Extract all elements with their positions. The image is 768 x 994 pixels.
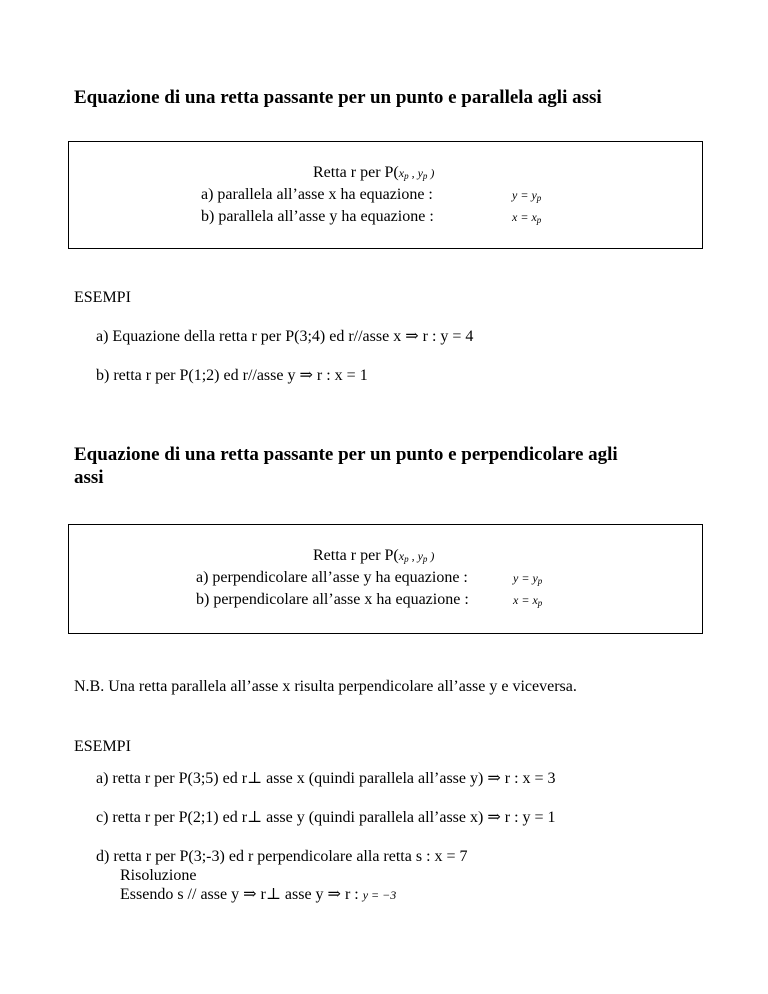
- separator: ,: [408, 166, 415, 180]
- formula-b: $x = x_p$: [513, 593, 543, 608]
- line-b-text: b) perpendicolare all’asse x ha equazione :: [196, 591, 469, 608]
- section2-title-line1: Equazione di una retta passante per un punto e perpendicolare agli: [74, 444, 618, 465]
- solution-text: Essendo s // asse y ⇒ r⊥ asse y ⇒ r :: [120, 886, 363, 903]
- example-2d: d) retta r per P(3;-3) ed r perpendicolare alla retta s : x = 7: [96, 848, 468, 865]
- solution-line: [120, 885, 396, 905]
- formula-box-parallel: [68, 141, 703, 249]
- example-2c: c) retta r per P(2;1) ed r⊥ asse y (quindi parallela all’asse x) ⇒ r : y = 1: [96, 809, 556, 826]
- solution-formula: y = −3: [362, 888, 397, 902]
- section2-title-line2: assi: [74, 467, 104, 488]
- box-line-b: [196, 590, 469, 610]
- example-2a: a) retta r per P(3;5) ed r⊥ asse x (quindi parallela all’asse y) ⇒ r : x = 3: [96, 770, 556, 787]
- section1-title: Equazione di una retta passante per un punto e parallela agli assi: [74, 87, 602, 108]
- solution-label: Risoluzione: [120, 867, 197, 884]
- heading-prefix: Retta r per P(: [313, 164, 399, 181]
- yp-symbol: $y_p$: [417, 549, 428, 564]
- box-line-b: [201, 207, 434, 227]
- yp-symbol: $y_p$: [417, 166, 428, 181]
- heading-suffix: ): [427, 549, 435, 563]
- formula-a: $y = y_p$: [512, 188, 542, 203]
- heading-prefix: Retta r per P(: [313, 547, 399, 564]
- heading-suffix: ): [427, 166, 435, 180]
- line-a-text: a) parallela all’asse x ha equazione :: [201, 186, 433, 203]
- line-a-text: a) perpendicolare all’asse y ha equazione :: [196, 569, 468, 586]
- example-1b: b) retta r per P(1;2) ed r//asse y ⇒ r : x = 1: [96, 367, 368, 384]
- box-line-a: [201, 185, 433, 205]
- line-b-text: b) parallela all’asse y ha equazione :: [201, 208, 434, 225]
- formula-b: $x = x_p$: [512, 210, 542, 225]
- examples-label-1: ESEMPI: [74, 289, 131, 306]
- example-1a: a) Equazione della retta r per P(3;4) ed r//asse x ⇒ r : y = 4: [96, 328, 474, 345]
- note-nb: N.B. Una retta parallela all’asse x risulta perpendicolare all’asse y e viceversa.: [74, 678, 577, 695]
- formula-a: $y = y_p$: [513, 571, 543, 586]
- formula-box-perpendicular: [68, 524, 703, 634]
- separator: ,: [408, 549, 415, 563]
- box-heading: [313, 546, 434, 569]
- box-heading: [313, 163, 434, 186]
- box-line-a: [196, 568, 468, 588]
- xp-symbol: $x_p$: [398, 549, 409, 564]
- xp-symbol: $x_p$: [398, 166, 409, 181]
- examples-label-2: ESEMPI: [74, 738, 131, 755]
